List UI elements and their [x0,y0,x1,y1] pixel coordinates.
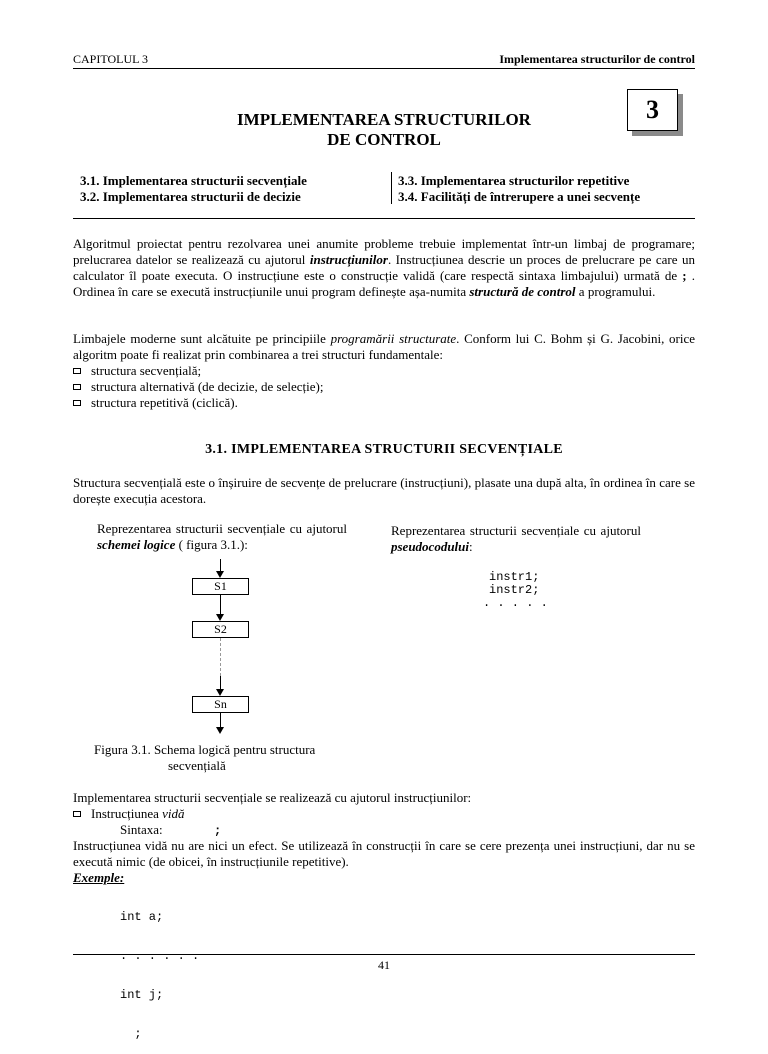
list-item: structura secvențială; [73,363,201,379]
pseudocode-line: instr1; [489,570,540,584]
running-header-title: Implementarea structurilor de control [499,52,695,66]
pseudocode-line: instr2; [489,583,540,597]
code-line: int j; [120,988,164,1002]
flow-line [220,559,221,571]
code-line: . . . . . . [120,949,200,963]
emphasis-structura-control: structură de control [469,284,576,299]
square-bullet-icon [73,400,81,406]
square-bullet-icon [73,811,81,817]
syntax-label: Sintaxa: [120,822,163,837]
impl-description: Instrucțiunea vidă nu are nici un efect. Se utilizează în construcții în care se cere prezența unei instrucțiuni, dar nu se execută nimic (de obicei, în instrucțiunile repetitive). [73,838,695,869]
list-item: structura repetitivă (ciclică). [73,395,238,411]
pseudocode-line: . . . . . [483,596,548,610]
toc-item: 3.1. Implementarea structurii secvențiale [80,173,307,188]
impl-line: Implementarea structurii secvențiale se realizează cu ajutorul instrucțiunilor: [73,790,472,805]
arrow-down-icon [216,727,224,734]
flowchart-box-s2: S2 [192,621,249,638]
flow-line [220,595,221,614]
flow-line [220,676,221,689]
running-header-chapter: CAPITOLUL 3 [73,52,148,66]
toc-left [80,173,307,205]
arrow-down-icon [216,571,224,578]
list-item: Instrucțiunea vidă [73,806,185,822]
examples-label: Exemple: [73,870,125,885]
section-heading: 3.1. IMPLEMENTAREA STRUCTURII SECVENȚIALE [205,442,563,457]
toc-item: 3.4. Facilități de întrerupere a unei secvențe [398,189,641,204]
section-paragraph: Structura secvențială este o înșiruire de secvențe de prelucrare (instrucțiuni), plasate una după alta, în ordinea în care se dorește execuția acestora. [73,475,695,506]
list-item: structura alternativă (de decizie, de selecție); [73,379,323,395]
emphasis-instructiuni: instrucțiunilor [309,252,388,267]
toc-item: 3.3. Implementarea structurilor repetitive [398,173,630,188]
intro-paragraph-1: Algoritmul proiectat pentru rezolvarea unei anumite probleme trebuie implementat într-un limbaj de programare; prelucrarea datelor se realizează cu ajutorul instrucțiunilor. Instrucțiunea descrie un proces de prelucrare pe care un calculator îl poate executa. O instrucțiune este o construcție validă (care respectă sintaxa limbajului) urmată de ; . Ordinea în care se execută instrucțiunile unui program definește așa-numita structură de control a programului. [73,236,695,299]
chapter-title [200,110,568,150]
code-line: ; [120,1027,142,1041]
toc-separator [391,172,392,204]
flow-dashed-line [220,638,221,676]
page-number: 41 [378,958,390,972]
arrow-down-icon [216,614,224,621]
chapter-number-box: 3 [627,89,678,131]
square-bullet-icon [73,384,81,390]
toc-right [398,173,640,205]
emphasis-programare-structurata: programării structurate [330,331,457,346]
toc-rule [73,218,695,219]
code-line: int a; [120,910,164,924]
intro-paragraph-2: Limbajele moderne sunt alcătuite pe principiile programării structurate. Conform lui C. Bohm și G. Jacobini, orice algoritm poate fi realizat prin combinarea a trei structuri fundamentale: [73,331,695,362]
flowchart-box-sn: Sn [192,696,249,713]
footer-rule [73,954,695,955]
pseudocode-block [483,570,548,610]
flow-line [220,713,221,727]
chapter-title-line2: DE CONTROL [327,130,441,149]
pseudocode-intro: Reprezentarea structurii secvențiale cu ajutorul pseudocodului: [391,523,641,554]
square-bullet-icon [73,368,81,374]
syntax-value: ; [214,824,222,838]
arrow-down-icon [216,689,224,696]
toc-item: 3.2. Implementarea structurii de decizie [80,189,301,204]
header-rule [73,68,695,69]
flowchart-intro: Reprezentarea structurii secvențiale cu ajutorul schemei logice ( figura 3.1.): [97,521,347,552]
figure-caption: Figura 3.1. Schema logică pentru structura secvențială [94,742,316,773]
chapter-title-line1: IMPLEMENTAREA STRUCTURILOR [237,110,531,129]
flowchart-box-s1: S1 [192,578,249,595]
